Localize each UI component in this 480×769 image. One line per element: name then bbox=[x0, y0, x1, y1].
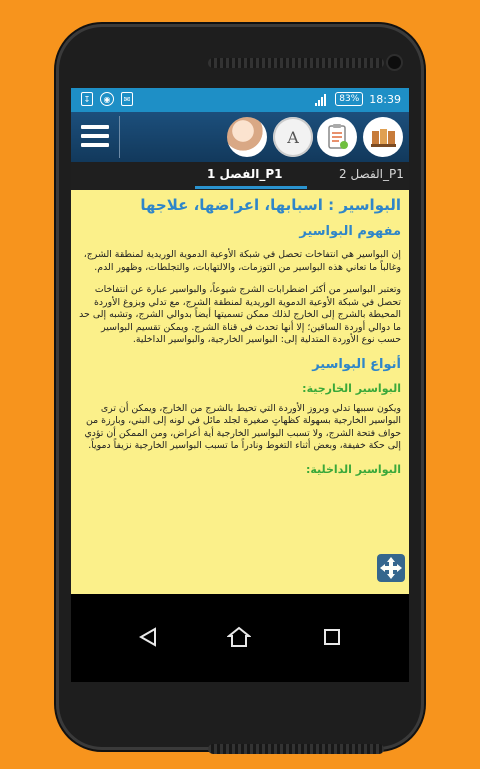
svg-text:A: A bbox=[287, 128, 299, 147]
signal-icon bbox=[315, 93, 329, 106]
front-camera bbox=[388, 56, 401, 69]
home-icon[interactable] bbox=[227, 625, 251, 649]
usb-icon: ↧ bbox=[81, 92, 93, 106]
article-content[interactable] bbox=[71, 190, 409, 594]
battery-indicator: 83% bbox=[335, 92, 363, 106]
subheading-external: البواسير الخارجية: bbox=[302, 381, 401, 395]
clipboard-icon[interactable] bbox=[317, 117, 357, 157]
app-toolbar bbox=[71, 112, 409, 162]
teachers-icon[interactable] bbox=[227, 117, 267, 157]
tab-chapter-p1-1[interactable]: الفصل 1_P1 bbox=[207, 167, 283, 181]
notification-icons bbox=[81, 92, 133, 106]
earpiece-speaker bbox=[208, 58, 384, 68]
article-title: البواسير : اسبابها، اعراضها، علاجها bbox=[140, 196, 401, 214]
bottom-speaker bbox=[208, 744, 384, 754]
tab-chapter-p1-2[interactable]: الفصل 2_P1 bbox=[339, 167, 404, 181]
device-screen bbox=[71, 88, 409, 682]
subheading-internal: البواسير الداخلية: bbox=[305, 462, 401, 476]
active-tab-indicator bbox=[195, 186, 307, 189]
boxes-icon[interactable] bbox=[363, 117, 403, 157]
paragraph: إن البواسير هي انتفاخات تحصل في شبكة الأوعية الدموية الوريدية لمنطقة الشرج، وغالباً ما تعاني هذه البواسير من التوزمات، والالتهابات، والتجلطات، وظهور الدم. bbox=[83, 249, 401, 273]
paragraph: ويكون سببها تدلي وبروز الأوردة التي تحيط بالشرج من الخارج، ويمكن أن ترى البواسير الخارجية بسهولة كظهاتٍ صغيرة لجلد مائل في لونه إلى البني، وبارزة من حواف فتحة الشرج، ولا تسبب البواسير الخارجية أية أعراض، ومن الممكن أن تؤدي إلى حكة خفيفة، وبعض أثناء التغوط ونادراً ما تسبب البواسير الخارجية نزيفاً دموياً. bbox=[84, 402, 401, 451]
menu-icon[interactable] bbox=[81, 122, 109, 150]
recent-apps-icon[interactable] bbox=[321, 626, 343, 648]
move-arrows-icon[interactable] bbox=[377, 554, 405, 582]
font-icon[interactable] bbox=[273, 117, 313, 157]
paragraph: وتعتبر البواسير من أكثر اضطرابات الشرج شيوعاً، والبواسير عبارة عن انتفاخات تحصل في شبكة الأوعية الدموية الوريدية لمنطقة الشرج، مع تدلي وبزوغ الأوردة المحيطة بالشرج إلى الخارج لذلك ممكن تسميتها أيضاً بدوالي الشرج، وتشبه إلى حد ما دوالي أوردة الساقين؛ إلا أنها تحدث في قناة الشرج. ويمكن تقسيم البواسير حسب نوع الأوردة المتدلية إلى: البواسير الخارجية، والبواسير الداخلية. bbox=[79, 284, 401, 345]
clock: 18:39 bbox=[369, 92, 401, 106]
chapter-tabs bbox=[71, 162, 409, 190]
section-heading-concept: مفهوم البواسير bbox=[299, 224, 401, 239]
status-bar bbox=[71, 88, 409, 112]
toolbar-divider bbox=[119, 116, 120, 158]
notification-icon: ✉ bbox=[121, 92, 133, 106]
sync-icon: ◉ bbox=[100, 92, 114, 106]
system-nav-bar bbox=[71, 594, 409, 682]
back-icon[interactable] bbox=[137, 626, 159, 648]
section-heading-types: أنواع البواسير bbox=[312, 356, 401, 372]
